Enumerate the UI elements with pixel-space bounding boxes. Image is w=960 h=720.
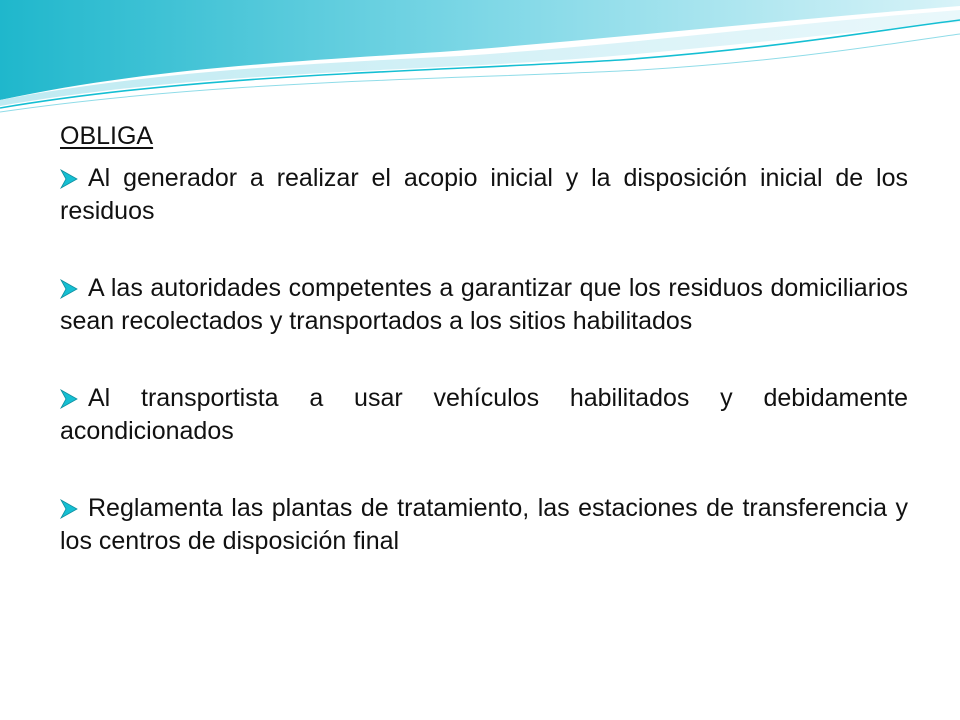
header-wave-decoration <box>0 0 960 120</box>
bullet-text: Al generador a realizar el acopio inicial y la disposición inicial de los residuos <box>60 164 908 225</box>
bullet-text: A las autoridades competentes a garantizar que los residuos domiciliarios sean recolectados y transportados a los sitios habilitados <box>60 274 908 335</box>
bullet-item <box>60 382 908 448</box>
arrowhead-bullet-icon <box>60 389 88 409</box>
slide-heading: OBLIGA <box>60 122 154 150</box>
bullet-item <box>60 272 908 338</box>
arrowhead-bullet-icon <box>60 169 88 189</box>
bullet-item <box>60 162 908 228</box>
bullet-list <box>60 162 908 558</box>
arrowhead-bullet-icon <box>60 279 88 299</box>
bullet-text: Reglamenta las plantas de tratamiento, las estaciones de transferencia y los centros de disposición final <box>60 494 908 555</box>
bullet-item <box>60 492 908 558</box>
slide-body <box>60 120 908 558</box>
bullet-text: Al transportista a usar vehículos habilitados y debidamente acondicionados <box>60 384 908 445</box>
arrowhead-bullet-icon <box>60 499 88 519</box>
